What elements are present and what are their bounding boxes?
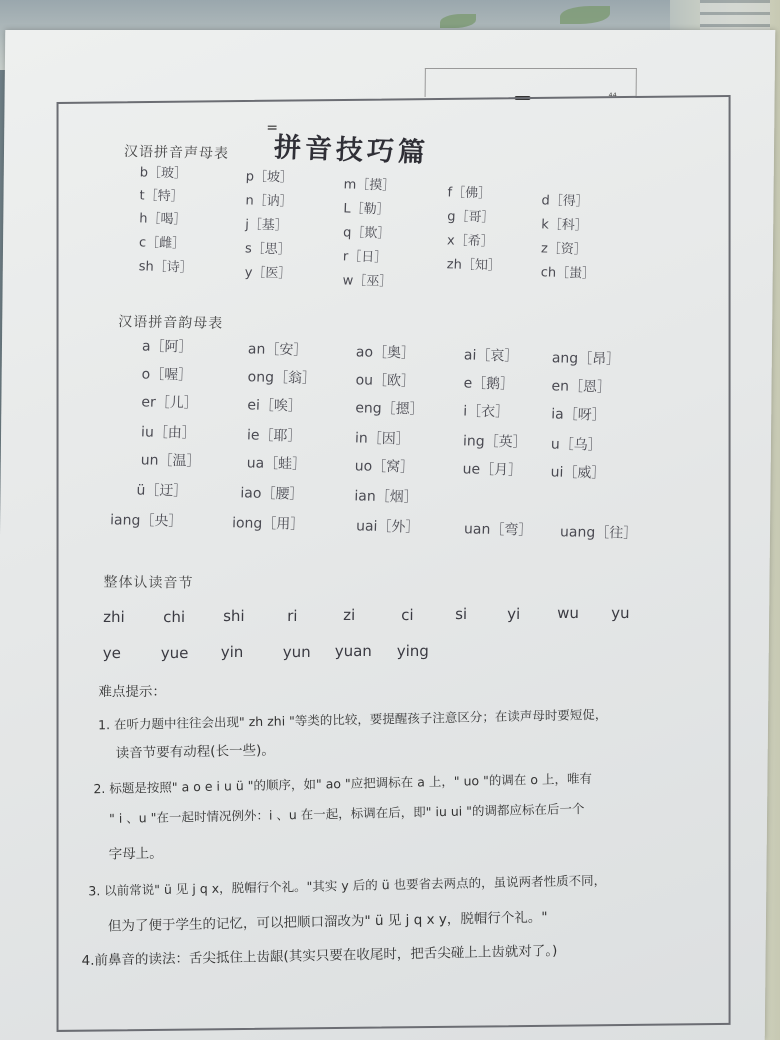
initial-item: f［佛］ — [447, 185, 492, 202]
initial-item: k［科］ — [540, 217, 588, 234]
final-item: o［喔］ — [141, 366, 193, 384]
book-page — [0, 30, 775, 1040]
initial-item: L［勒］ — [343, 201, 390, 218]
whole-syllable: yue — [160, 643, 189, 662]
final-item: i［衣］ — [463, 403, 510, 421]
note-line: 字母上。 — [108, 845, 163, 863]
page-number: ⁴⁴ — [608, 92, 617, 103]
whole-syllable: chi — [163, 607, 186, 626]
initial-item: j［基］ — [244, 217, 289, 234]
whole-syllable: yuan — [334, 642, 372, 660]
initial-item: p［坡］ — [245, 169, 294, 186]
page-title: 拼音技巧篇 — [273, 132, 430, 169]
final-item: iu［由］ — [140, 424, 197, 442]
initial-item: x［希］ — [446, 233, 494, 250]
final-item: ei［唉］ — [247, 397, 303, 415]
initial-item: n［讷］ — [245, 193, 293, 210]
final-item: uan［弯］ — [463, 521, 533, 539]
final-item: iang［央］ — [109, 512, 183, 530]
final-item: uai［外］ — [355, 518, 420, 536]
note-line: 2. 标题是按照" a o e i u ü "的顺序，如" ao "应把调标在 a 上，" uo "的调在 o 上，唯有 — [93, 770, 592, 797]
final-item: er［儿］ — [141, 394, 198, 412]
whole-syllable: ying — [396, 641, 429, 660]
final-item: ua［蛙］ — [246, 455, 307, 473]
final-item: uang［往］ — [559, 524, 638, 542]
final-item: ü［迂］ — [136, 482, 188, 500]
final-item: ia［呀］ — [550, 406, 606, 424]
final-item: ie［耶］ — [246, 427, 302, 445]
note-line: 4.前鼻音的读法：舌尖抵住上齿龈(其实只要在收尾时，把舌尖碰上上齿就对了。) — [81, 943, 558, 969]
whole-heading: 整体认读音节 — [103, 574, 194, 592]
initial-item: c［雌］ — [138, 235, 186, 252]
initials-heading: 汉语拼音声母表 — [123, 143, 230, 163]
initial-item: t［特］ — [139, 188, 184, 205]
final-item: ue［月］ — [462, 461, 523, 479]
whole-syllable: ri — [287, 606, 298, 625]
initial-item: z［资］ — [540, 241, 588, 258]
finals-heading: 汉语拼音韵母表 — [117, 314, 224, 332]
initial-item: ch［蚩］ — [540, 265, 596, 282]
final-item: ian［烟］ — [354, 488, 418, 506]
final-item: ui［威］ — [550, 464, 606, 482]
final-item: e［鹅］ — [463, 375, 515, 393]
initial-item: s［思］ — [244, 241, 291, 258]
initial-item: h［喝］ — [138, 211, 187, 228]
final-item: ai［哀］ — [463, 347, 519, 365]
whole-syllable: yu — [611, 603, 630, 622]
whole-syllable: yin — [220, 643, 244, 661]
whole-syllable: yun — [282, 642, 311, 661]
final-item: iong［用］ — [231, 515, 305, 533]
final-item: ong［翁］ — [247, 369, 317, 387]
whole-syllable: zi — [343, 606, 356, 624]
title-mark: = — [266, 120, 279, 136]
final-item: u［乌］ — [550, 436, 603, 454]
final-item: in［因］ — [354, 430, 410, 448]
notes-heading: 难点提示： — [98, 684, 166, 700]
final-item: eng［摁］ — [355, 400, 424, 418]
whole-syllable: ye — [102, 644, 121, 662]
final-item: an［安］ — [247, 341, 308, 359]
initial-item: zh［知］ — [446, 257, 502, 274]
note-line: 但为了便于学生的记忆，可以把顺口溜改为" ü 见 j q x y，脱帽行个礼。" — [107, 909, 548, 935]
final-item: ing［英］ — [462, 433, 527, 451]
final-item: uo［窝］ — [354, 458, 415, 476]
initial-item: sh［诗］ — [138, 259, 194, 276]
final-item: en［恩］ — [551, 378, 612, 396]
final-item: ao［奥］ — [355, 344, 416, 362]
note-line: 读音节要有动程(长一些)。 — [115, 742, 275, 762]
note-line: 3. 以前常说" ü 见 j q x，脱帽行个礼。"其实 y 后的 ü 也要省去两点的，虽说两者性质不同， — [88, 872, 607, 899]
whole-syllable: yi — [507, 604, 521, 623]
initial-item: b［玻］ — [139, 165, 188, 182]
whole-syllable: wu — [557, 604, 580, 622]
note-line: 1. 在听力题中往往会出现" zh zhi "等类的比较，要提醒孩子注意区分；在读声母时要短促， — [97, 706, 608, 733]
page-header-tab — [425, 68, 637, 97]
initial-item: y［医］ — [244, 265, 292, 282]
final-item: iao［腰］ — [240, 485, 304, 503]
final-item: ou［欧］ — [355, 372, 416, 390]
initial-item: r［日］ — [342, 249, 388, 266]
final-item: un［温］ — [140, 452, 201, 470]
whole-syllable: shi — [223, 607, 245, 625]
initial-item: g［哥］ — [447, 209, 495, 226]
initial-item: d［得］ — [541, 193, 589, 210]
whole-syllable: ci — [401, 605, 414, 624]
final-item: ang［昂］ — [551, 350, 621, 368]
initial-item: w［巫］ — [342, 273, 393, 290]
note-line: " i 、u "在一起时情况例外：i 、u 在一起，标调在后，即" iu ui "的调都应标在后一个 — [109, 801, 585, 826]
whole-syllable: si — [455, 605, 468, 623]
initial-item: q［欺］ — [342, 225, 391, 242]
final-item: a［阿］ — [141, 338, 193, 356]
initial-item: m［摸］ — [343, 177, 396, 194]
whole-syllable: zhi — [103, 608, 125, 626]
